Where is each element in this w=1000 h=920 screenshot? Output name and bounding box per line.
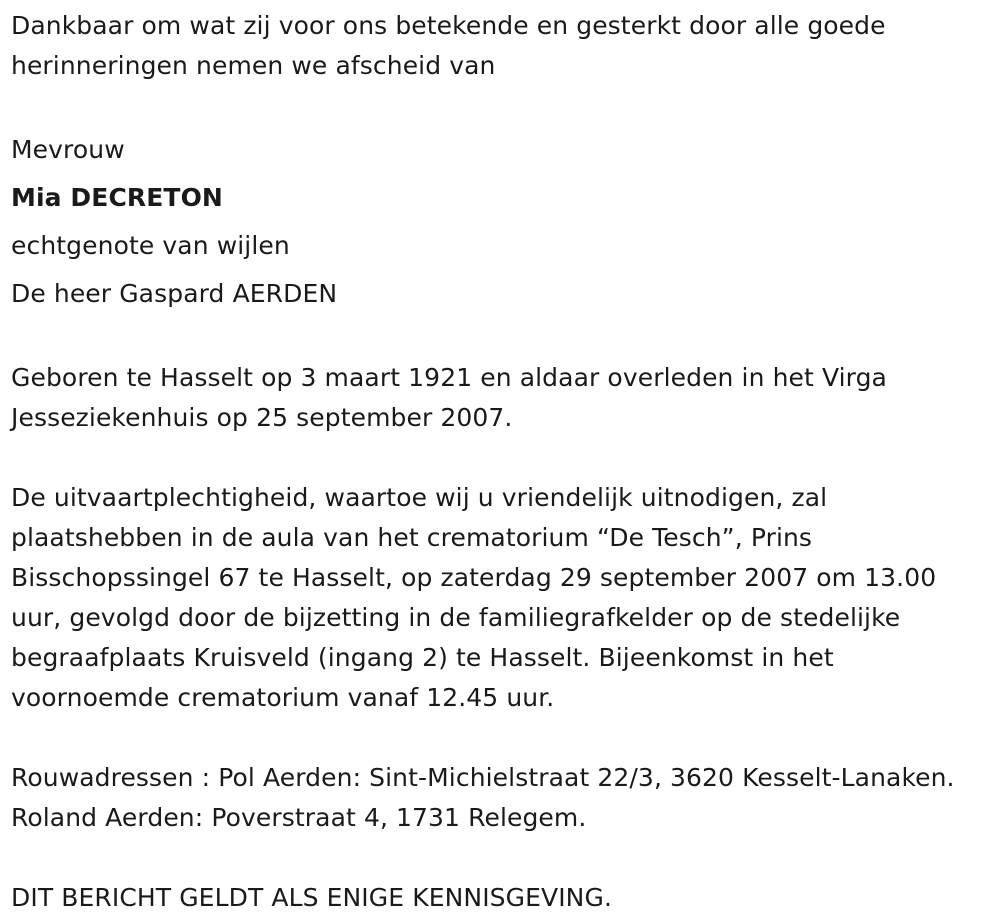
relation-text: echtgenote van wijlen	[11, 231, 290, 260]
spacer	[11, 86, 986, 126]
spouse-name: De heer Gaspard AERDEN	[11, 279, 338, 308]
closing-statement: DIT BERICHT GELDT ALS ENIGE KENNISGEVING.	[11, 883, 612, 912]
mourning-addresses: Rouwadressen : Pol Aerden: Sint-Michielstraat 22/3, 3620 Kesselt-Lanaken. Roland Aerden: Poverstraat 4, 1731 Relegem.	[11, 763, 955, 832]
intro-text: Dankbaar om wat zij voor ons betekende en gesterkt door alle goede herinneringen nemen we afscheid van	[11, 11, 886, 80]
salutation: Mevrouw	[11, 135, 125, 164]
funeral-details: De uitvaartplechtigheid, waartoe wij u vriendelijk uitnodigen, zal plaatshebben in de aula van het crematorium “De Tesch”, Prins Bisschopssingel 67 te Hasselt, op zaterdag 29 september 2007 om 13.00 uur, gevolgd door de bijzetting in de familiegrafkelder op de stedelijke begraafplaats Kruisveld (ingang 2) te Hasselt. Bijeenkomst in het voornoemde crematorium vanaf 12.45 uur.	[11, 483, 937, 712]
spacer	[11, 838, 986, 878]
spacer	[11, 718, 986, 758]
deceased-name: Mia DECRETON	[11, 183, 223, 212]
spacer	[11, 318, 986, 358]
birth-death-text: Geboren te Hasselt op 3 maart 1921 en aldaar overleden in het Virga Jesseziekenhuis op 25 september 2007.	[11, 363, 887, 432]
spacer	[11, 438, 986, 478]
obituary-notice	[11, 6, 986, 918]
